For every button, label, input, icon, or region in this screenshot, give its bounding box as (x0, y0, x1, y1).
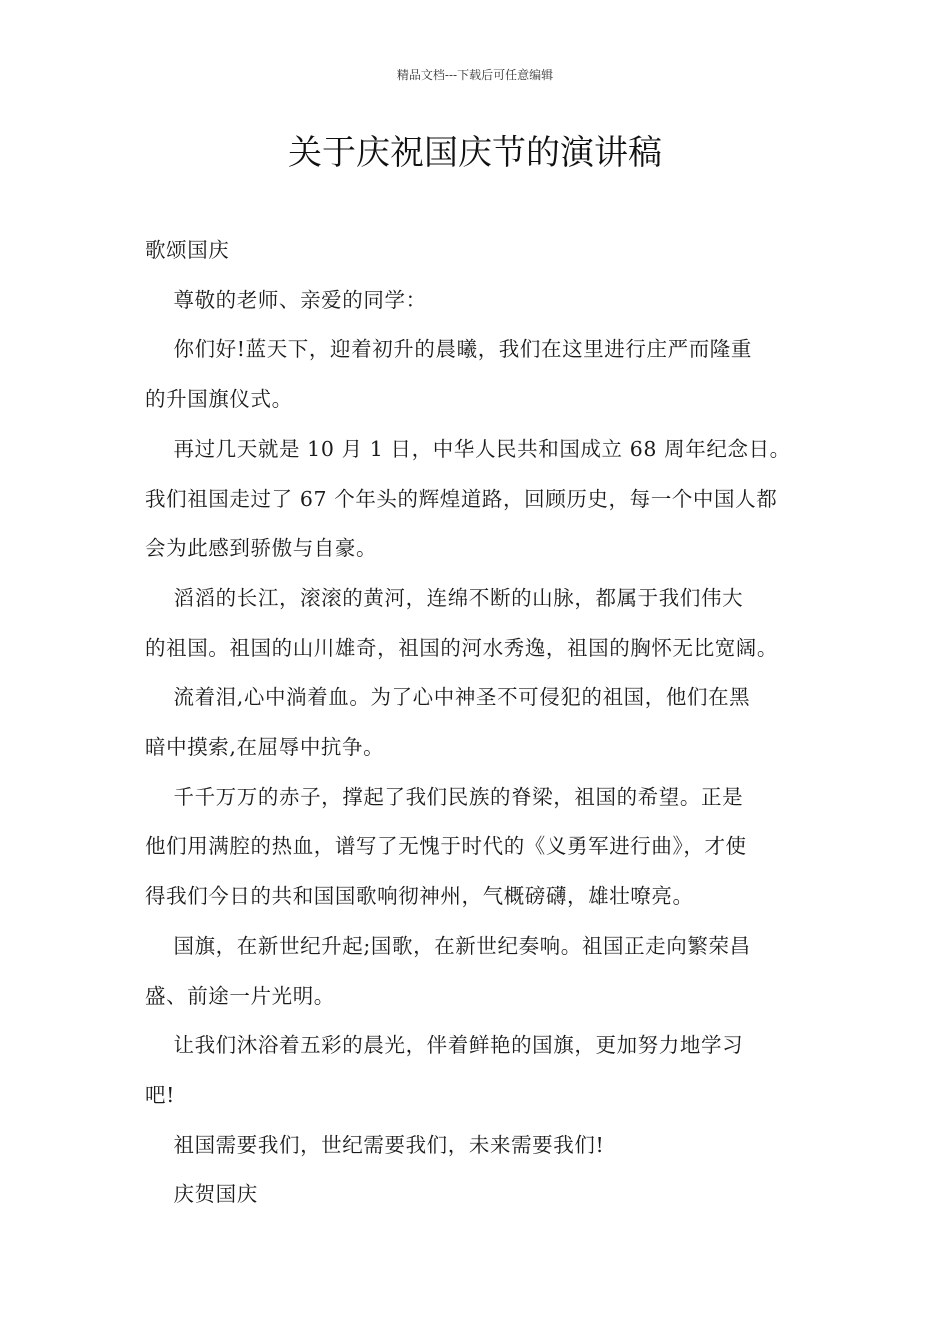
body-line: 吧! (145, 1082, 175, 1107)
body-line: 我们祖国走过了 67 个年头的辉煌道路，回顾历史，每一个中国人都 (145, 486, 778, 511)
body-line: 歌颂国庆 (145, 238, 230, 262)
body-line: 你们好!蓝天下，迎着初升的晨曦，我们在这里进行庄严而隆重 (145, 337, 753, 362)
body-line: 再过几天就是 10 月 1 日，中华人民共和国成立 68 周年纪念日。 (145, 436, 791, 461)
document-title: 关于庆祝国庆节的演讲稿 (288, 133, 662, 173)
body-line: 他们用满腔的热血，谱写了无愧于时代的《义勇军进行曲》，才使 (145, 834, 747, 859)
body-line: 盛、前途一片光明。 (145, 983, 335, 1008)
body-line: 千千万万的赤子，撑起了我们民族的脊梁，祖国的希望。正是 (145, 784, 744, 809)
body-line: 的祖国。祖国的山川雄奇，祖国的河水秀逸，祖国的胸怀无比宽阔。 (145, 635, 778, 660)
body-line: 流着泪,心中淌着血。为了心中神圣不可侵犯的祖国，他们在黑 (145, 685, 751, 710)
body-line: 会为此感到骄傲与自豪。 (145, 536, 378, 561)
body-line: 祖国需要我们，世纪需要我们，未来需要我们! (145, 1132, 605, 1157)
body-line: 得我们今日的共和国国歌响彻神州，气概磅礴，雄壮嘹亮。 (145, 884, 694, 909)
body-line: 国旗，在新世纪升起;国歌，在新世纪奏响。祖国正走向繁荣昌 (145, 933, 751, 958)
header-note: 精品文档---下载后可任意编辑 (396, 68, 554, 82)
body-line: 让我们沐浴着五彩的晨光，伴着鲜艳的国旗，更加努力地学习 (145, 1033, 744, 1058)
body-line: 滔滔的长江，滚滚的黄河，连绵不断的山脉，都属于我们伟大 (145, 585, 744, 610)
body-line: 暗中摸索,在屈辱中抗争。 (145, 735, 385, 760)
speech-body (145, 226, 825, 1220)
body-line: 尊敬的老师、亲爱的同学： (145, 287, 427, 312)
body-line: 庆贺国庆 (145, 1182, 258, 1207)
body-line: 的升国旗仪式。 (145, 387, 293, 412)
